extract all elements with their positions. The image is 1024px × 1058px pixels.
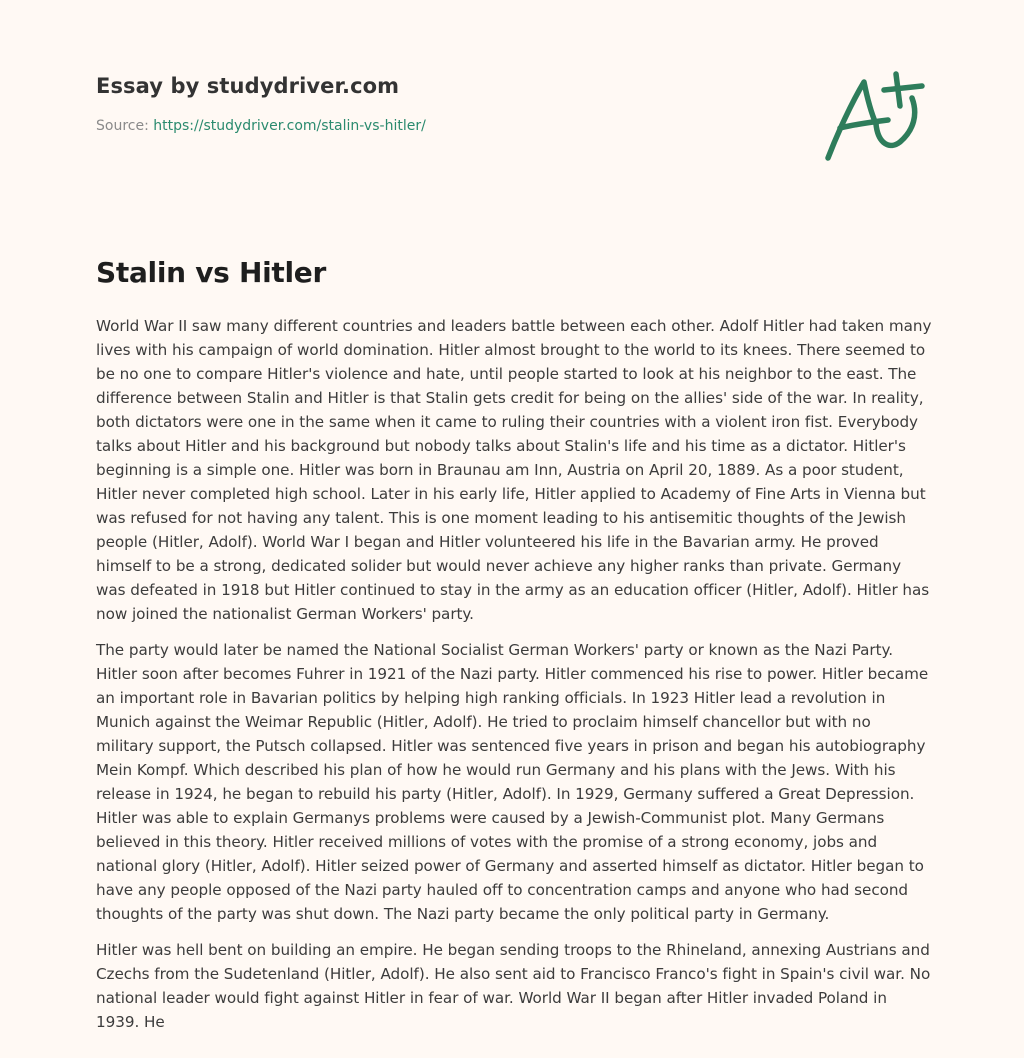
source-label: Source: — [96, 118, 154, 134]
a-plus-grade-icon — [818, 62, 934, 172]
source-line — [96, 118, 796, 134]
essay-body — [96, 314, 932, 1046]
essay-paragraph: World War II saw many different countries and leaders battle between each other. Adolf Hitler had taken many lives with his campaign of world domination. Hitler almost brought to the world to its knees. There seemed to be no one to compare Hitler's violence and hate, until people started to look at his neighbor to the east. The difference between Stalin and Hitler is that Stalin gets credit for being on the allies' side of the war. In reality, both dictators were one in the same when it came to ruling their countries with a violent iron fist. Everybody talks about Hitler and his background but nobody talks about Stalin's life and his time as a dictator. Hitler's beginning is a simple one. Hitler was born in Braunau am Inn, Austria on April 20, 1889. As a poor student, Hitler never completed high school. Later in his early life, Hitler applied to Academy of Fine Arts in Vienna but was refused for not having any talent. This is one moment leading to his antisemitic thoughts of the Jewish people (Hitler, Adolf). World War I began and Hitler volunteered his life in the Bavarian army. He proved himself to be a strong, dedicated solider but would never achieve any higher ranks than private. Germany was defeated in 1918 but Hitler continued to stay in the army as an education officer (Hitler, Adolf). Hitler has now joined the nationalist German Workers' party. — [96, 317, 932, 623]
source-link[interactable]: https://studydriver.com/stalin-vs-hitler/ — [153, 118, 426, 134]
essay-paragraph: Hitler was hell bent on building an empire. He began sending troops to the Rhineland, annexing Austrians and Czechs from the Sudetenland (Hitler, Adolf). He also sent aid to Francisco Franco's fight in Spain's civil war. No national leader would fight against Hitler in fear of war. World War II began after Hitler invaded Poland in 1939. He — [96, 941, 931, 1031]
site-title: Essay by studydriver.com — [96, 74, 400, 98]
page-header — [96, 74, 796, 134]
essay-paragraph: The party would later be named the National Socialist German Workers' party or known as the Nazi Party. Hitler soon after becomes Fuhrer in 1921 of the Nazi party. Hitler commenced his rise to power. Hitler became an important role in Bavarian politics by helping high ranking officials. In 1923 Hitler lead a revolution in Munich against the Weimar Republic (Hitler, Adolf). He tried to proclaim himself chancellor but with no military support, the Putsch collapsed. Hitler was sentenced five years in prison and began his autobiography Mein Kompf. Which described his plan of how he would run Germany and his plans with the Jews. With his release in 1924, he began to rebuild his party (Hitler, Adolf). In 1929, Germany suffered a Great Depression. Hitler was able to explain Germanys problems were caused by a Jewish-Communist plot. Many Germans believed in this theory. Hitler received millions of votes with the promise of a strong economy, jobs and national glory (Hitler, Adolf). Hitler seized power of Germany and asserted himself as dictator. Hitler began to have any people opposed of the Nazi party hauled off to concentration camps and anyone who had second thoughts of the party was shut down. The Nazi party became the only political party in Germany. — [96, 641, 929, 923]
essay-title: Stalin vs Hitler — [96, 256, 327, 289]
